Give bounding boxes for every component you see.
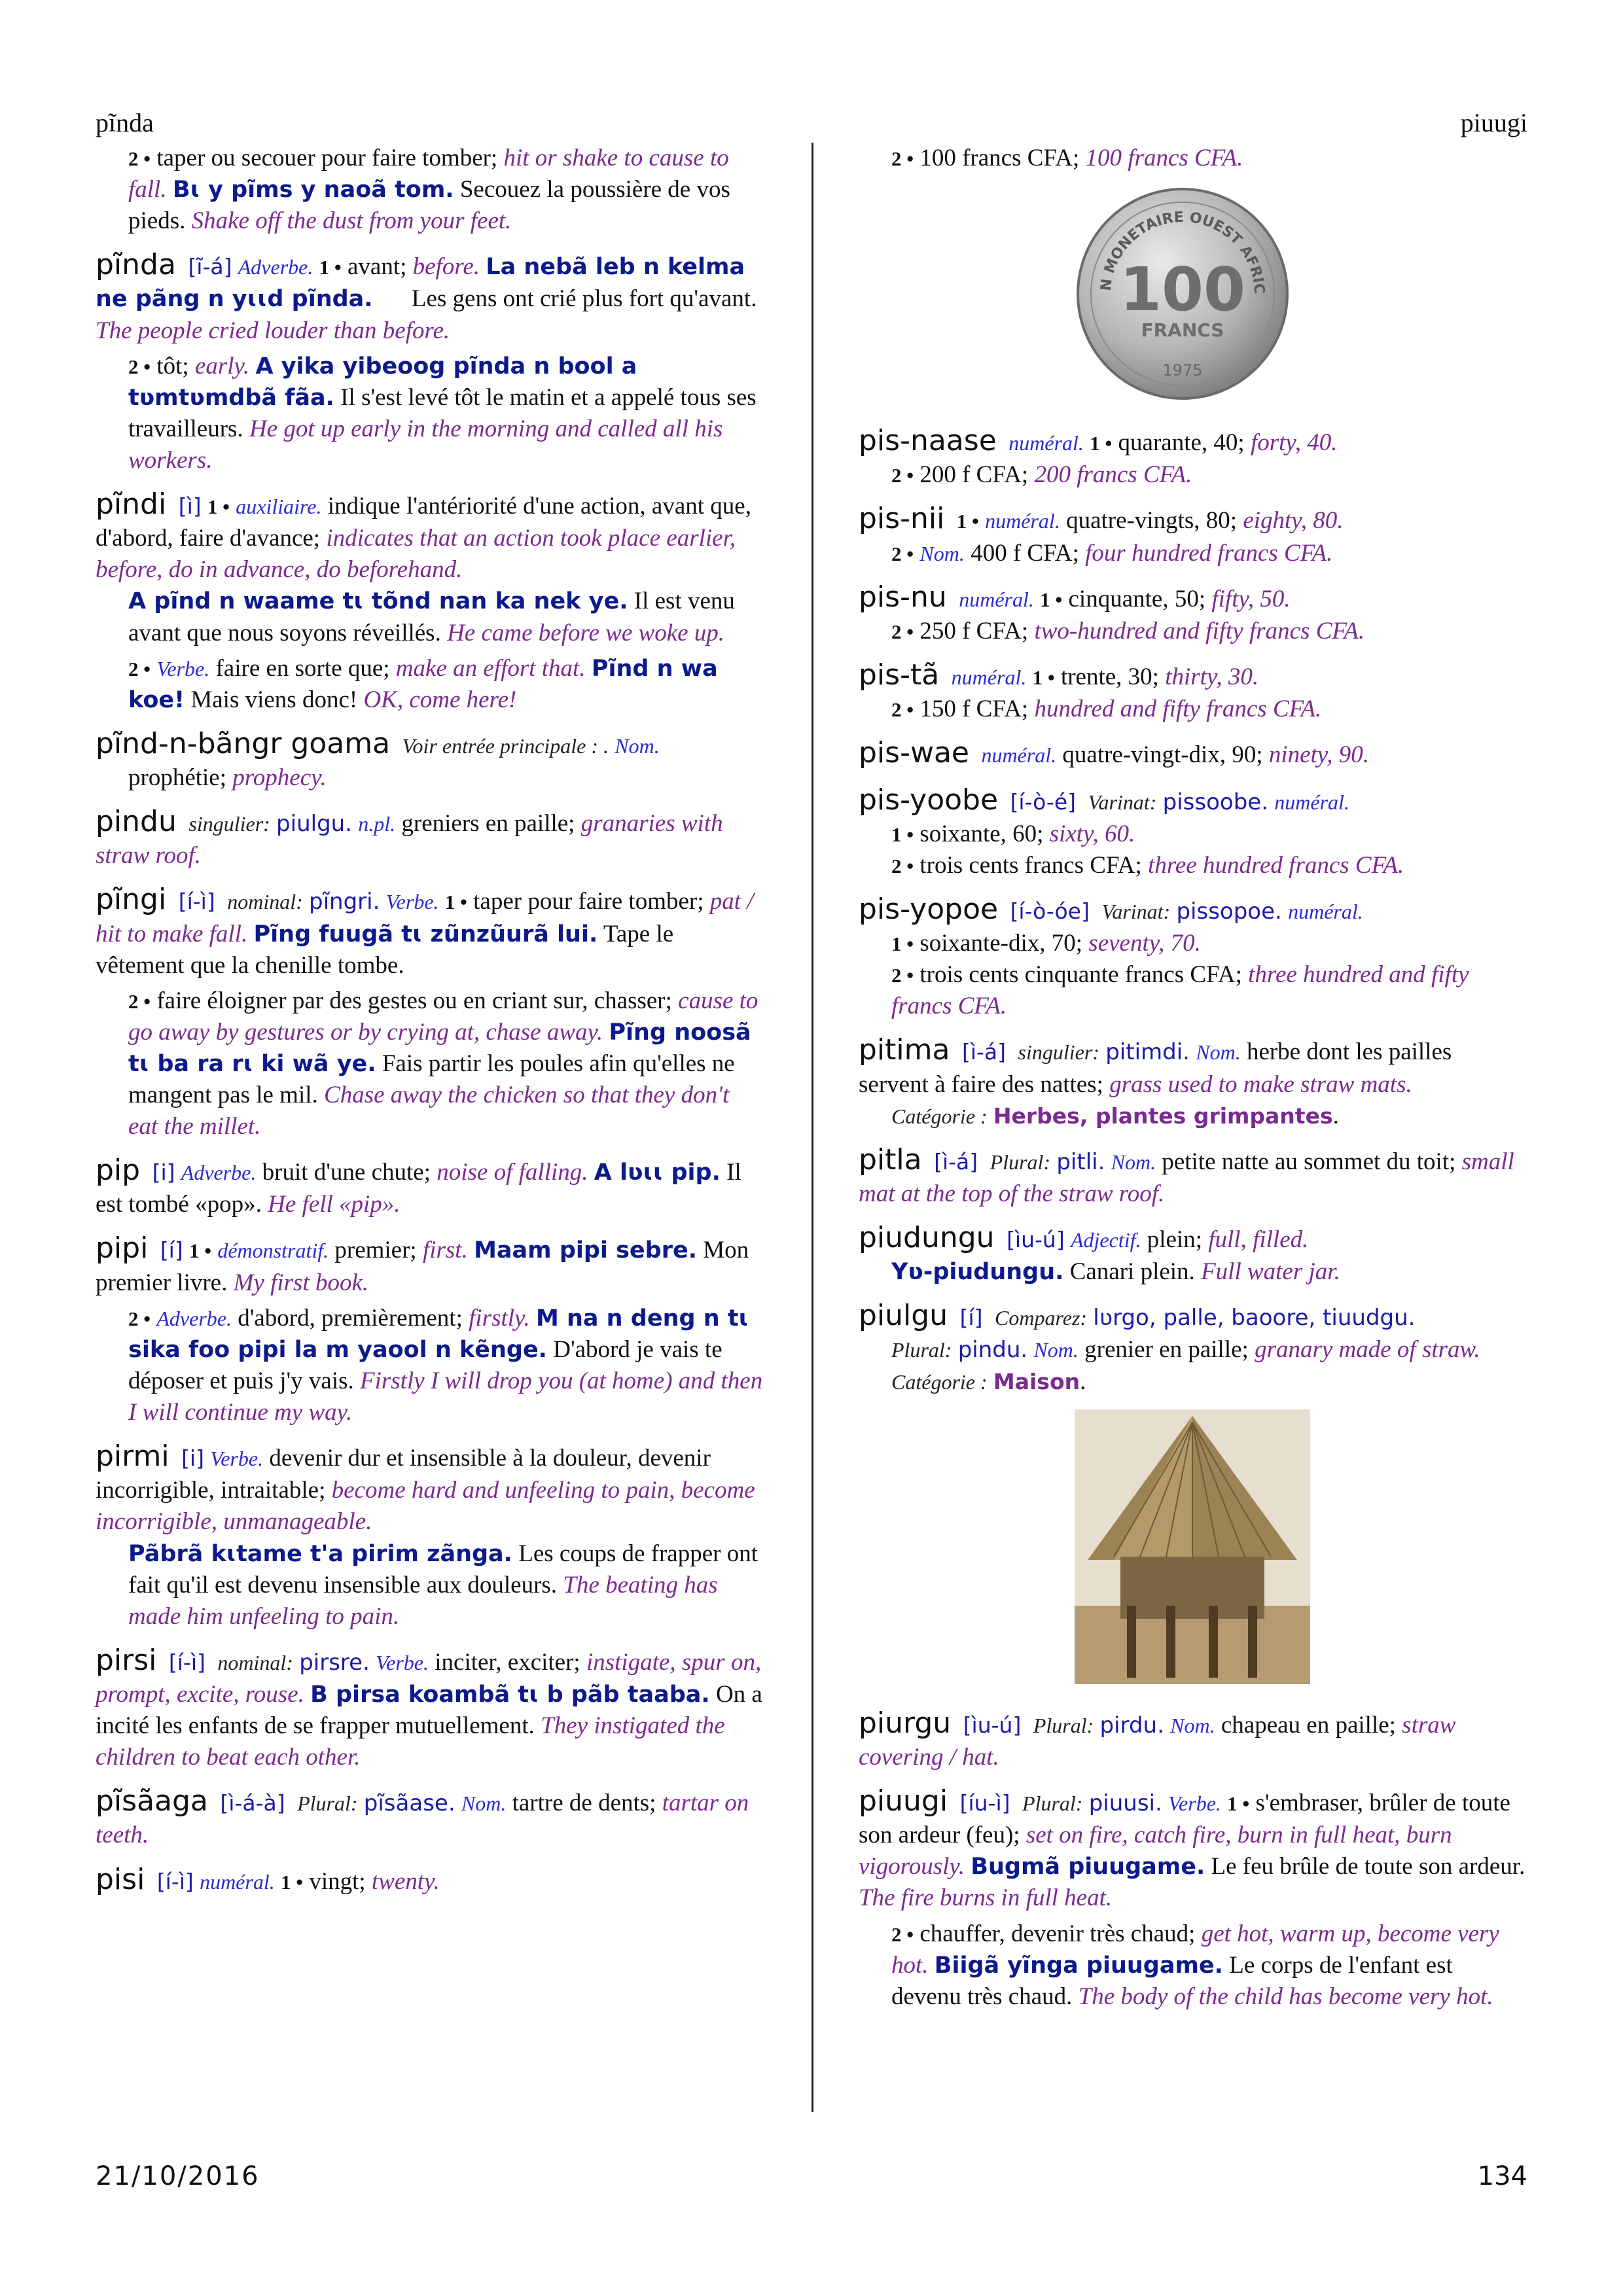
headword: pis-nii xyxy=(859,502,945,536)
definition: 200 f CFA; xyxy=(919,461,1029,489)
phonetic: [ìu-ú] xyxy=(1007,1227,1065,1252)
definition: soixante-dix, 70; xyxy=(919,930,1083,957)
definition: cinquante, 50; xyxy=(1068,585,1206,612)
example: Pĩng fuugã tɩ zũnzũurã lui. xyxy=(253,921,598,947)
gloss: three hundred and fifty francs CFA. xyxy=(891,961,1469,1020)
granary-image xyxy=(859,1409,1526,1693)
phonetic: [í-ì] xyxy=(168,1649,205,1675)
footer-date: 21/10/2016 xyxy=(96,2161,260,2191)
cross-reference-label: Voir entrée principale : . xyxy=(402,733,609,758)
part-of-speech: Nom. xyxy=(1111,1150,1156,1174)
part-of-speech: auxiliaire. xyxy=(236,495,322,519)
example-translation-fr: Le corps de l'enfant est devenu très chaud. xyxy=(891,1951,1453,2010)
gloss: prophecy. xyxy=(232,764,327,791)
example-translation-en: Full water jar. xyxy=(1201,1258,1340,1286)
left-column xyxy=(96,143,763,1907)
example: A pĩnd n waame tɩ tõnd nan ka nek ye. xyxy=(128,588,628,615)
definition: vingt; xyxy=(309,1867,366,1895)
example-translation-fr: Fais partir les poules afin qu'elles ne mangent pas le mil. xyxy=(128,1050,735,1108)
part-of-speech: n.pl. xyxy=(358,812,396,836)
example-translation-fr: Le feu brûle de toute son ardeur. xyxy=(1211,1853,1525,1881)
entry-pis-naase xyxy=(859,422,1526,491)
category-end: . xyxy=(1080,1368,1086,1395)
headword: pitla xyxy=(859,1142,922,1176)
sense-number: 2 • xyxy=(891,1922,914,1946)
part-of-speech: numéral. xyxy=(1288,899,1363,923)
phonetic: [ì] xyxy=(178,493,202,520)
phonetic: [í-ò-óe] xyxy=(1010,898,1090,924)
phonetic: [í-ì] xyxy=(178,889,215,915)
example-translation-en: The fire burns in full heat. xyxy=(859,1884,1113,1912)
headword: pĩngi xyxy=(96,883,167,917)
gloss: tartar on teeth. xyxy=(96,1790,749,1849)
entry-pis-nii xyxy=(859,500,1526,569)
headword: pis-nu xyxy=(859,580,947,614)
field-label: Varinat: xyxy=(1088,790,1157,814)
definition: trois cents francs CFA; xyxy=(919,851,1142,879)
headword: pip xyxy=(96,1154,141,1188)
sense-2 xyxy=(96,1303,763,1428)
example: A lʋɩɩ pip. xyxy=(594,1159,721,1186)
part-of-speech: Adverbe. xyxy=(238,255,313,279)
example-translation-fr: On a incité les enfants de se frapper mutuellement. xyxy=(96,1680,762,1740)
part-of-speech: Verbe. xyxy=(156,656,210,680)
example-translation-en: Chase away the chicken so that they don't eat the millet. xyxy=(128,1082,730,1140)
part-of-speech: Adverbe. xyxy=(156,1306,232,1330)
entry-pisaaga xyxy=(96,1782,763,1851)
example-translation-fr: D'abord je vais te déposer et puis j'y vais. xyxy=(128,1335,722,1394)
gloss: eighty, 80. xyxy=(1243,507,1344,535)
gloss: full, filled. xyxy=(1208,1226,1309,1253)
definition: soixante, 60; xyxy=(919,820,1044,847)
definition: faire en sorte que; xyxy=(215,654,390,682)
definition: petite natte au sommet du toit; xyxy=(1162,1148,1456,1175)
phonetic: [í-ì] xyxy=(156,1868,194,1894)
entry-continuation xyxy=(859,143,1526,174)
gloss: ninety, 90. xyxy=(1268,741,1369,769)
part-of-speech: Nom. xyxy=(461,1792,507,1816)
sense-2 xyxy=(96,653,763,716)
example: Pĩnd n wa koe! xyxy=(128,655,718,713)
headword: pipi xyxy=(96,1231,149,1265)
entry-piurgu xyxy=(859,1704,1526,1773)
headword: pĩnd-n-bãngr goama xyxy=(96,726,391,760)
gloss: first. xyxy=(422,1237,468,1264)
sense-number: 1 • xyxy=(1032,666,1055,690)
part-of-speech: Adverbe. xyxy=(181,1161,257,1185)
headword: pindu xyxy=(96,805,177,839)
sense-number: 1 • xyxy=(891,822,914,846)
field-label: Plural: xyxy=(990,1150,1051,1174)
entry-continuation xyxy=(96,143,763,237)
definition: greniers en paille; xyxy=(401,810,575,838)
headword: piurgu xyxy=(859,1706,952,1740)
definition: prophétie; xyxy=(128,764,227,791)
gloss: granary made of straw. xyxy=(1255,1336,1480,1364)
definition: chauffer, devenir très chaud; xyxy=(919,1920,1196,1947)
entry-pinda xyxy=(96,246,763,476)
phonetic: [í] xyxy=(160,1237,183,1263)
example-translation-en: The beating has made him unfeeling to pain. xyxy=(128,1571,718,1630)
definition: 250 f CFA; xyxy=(919,617,1029,645)
phonetic: [ì-á-à] xyxy=(220,1790,285,1816)
sense-number: 1 • xyxy=(1227,1792,1250,1816)
gloss: four hundred francs CFA. xyxy=(1085,539,1333,567)
part-of-speech: numéral. xyxy=(985,509,1060,533)
entry-pis-nu xyxy=(859,578,1526,647)
definition: plein; xyxy=(1147,1226,1202,1253)
headword: piuugi xyxy=(859,1784,948,1818)
part-of-speech: démonstratif. xyxy=(217,1239,329,1263)
example-translation-fr: Il s'est levé tôt le matin et a appelé tous ses travailleurs. xyxy=(128,383,757,442)
entry-pisi xyxy=(96,1861,763,1898)
sense-2 xyxy=(96,985,763,1142)
entry-pind-n-bangr-goama xyxy=(96,725,763,794)
right-column xyxy=(859,143,1526,2022)
example-translation-en: They instigated the children to beat each other. xyxy=(96,1712,725,1771)
sense-number: 2 • xyxy=(891,147,914,170)
example-translation-fr: Il est venu avant que nous soyons réveillés. xyxy=(128,588,735,646)
example-translation-fr: Les gens ont crié plus fort qu'avant. xyxy=(411,285,757,313)
part-of-speech: numéral. xyxy=(951,665,1027,690)
gloss: noise of falling. xyxy=(437,1159,588,1186)
gloss: two-hundred and fifty francs CFA. xyxy=(1034,617,1365,645)
example-translation-fr: Mon premier livre. xyxy=(96,1237,749,1296)
field-label: Plural: xyxy=(891,1338,952,1362)
gloss: early. xyxy=(194,352,250,380)
field-label: singulier: xyxy=(1018,1040,1099,1065)
phonetic: [ì-á] xyxy=(961,1039,1007,1065)
example: Bugmã piuugame. xyxy=(971,1854,1205,1881)
entry-pindi xyxy=(96,486,763,716)
phonetic: [ĩ-á] xyxy=(188,254,232,280)
gloss: 200 francs CFA. xyxy=(1034,461,1192,489)
example-translation-en: The body of the child has become very hot. xyxy=(1078,1983,1493,2010)
example: Yʋ-piudungu. xyxy=(891,1259,1064,1286)
related-form: piulgu. xyxy=(276,811,353,838)
column-divider xyxy=(812,143,813,2112)
entry-piuugi xyxy=(859,1782,1526,2013)
entry-piulgu xyxy=(859,1297,1526,1397)
straw-granary-picture xyxy=(1075,1409,1310,1684)
part-of-speech: Verbe. xyxy=(376,1650,429,1674)
definition: premier; xyxy=(334,1237,417,1264)
headword: pitima xyxy=(859,1033,950,1067)
definition: tôt; xyxy=(156,352,189,380)
compare-forms: lʋrgo, palle, baoore, tiuudgu. xyxy=(1093,1305,1416,1332)
related-form: pirdu. xyxy=(1099,1712,1164,1739)
part-of-speech: numéral. xyxy=(981,743,1057,768)
entry-pitima xyxy=(859,1031,1526,1131)
gloss: thirty, 30. xyxy=(1165,663,1259,691)
headword: pĩndi xyxy=(96,487,167,521)
gloss: hit or shake to cause to fall. xyxy=(128,145,729,203)
related-form: piuusi. xyxy=(1088,1790,1162,1817)
entry-pirmi xyxy=(96,1438,763,1633)
gloss: get hot, warm up, become very hot. xyxy=(891,1920,1499,1979)
gloss: grass used to make straw mats. xyxy=(1109,1070,1412,1098)
gloss: straw covering / hat. xyxy=(859,1711,1456,1771)
related-form: pirsre. xyxy=(299,1649,370,1676)
field-label: singulier: xyxy=(188,812,270,836)
sense-number: 2 • xyxy=(891,542,914,565)
part-of-speech: numéral. xyxy=(959,587,1034,611)
definition: quatre-vingts, 80; xyxy=(1066,507,1238,535)
field-label: Plural: xyxy=(1033,1713,1094,1737)
field-label: Plural: xyxy=(297,1792,358,1816)
definition: 100 francs CFA; xyxy=(919,145,1080,171)
part-of-speech: Nom. xyxy=(1196,1040,1241,1065)
sense-2 xyxy=(859,1918,1526,2013)
entry-pis-wae xyxy=(859,734,1526,771)
headword: pĩsãaga xyxy=(96,1784,208,1818)
example: B pirsa koambã tɩ b pãb taaba. xyxy=(310,1681,710,1708)
sense-number: 1 • xyxy=(1040,588,1063,611)
sense-number: 2 • xyxy=(891,964,914,987)
definition: tartre de dents; xyxy=(512,1790,656,1817)
gloss: forty, 40. xyxy=(1250,429,1338,457)
headword: pirsi xyxy=(96,1643,157,1677)
example: Bɩ y pĩms y naoã tom. xyxy=(172,177,454,203)
entry-pis-ta xyxy=(859,656,1526,725)
entry-pingi xyxy=(96,881,763,1142)
entry-pindu xyxy=(96,803,763,872)
variant-form: pissoobe. xyxy=(1162,788,1269,815)
sense-number: 2 • xyxy=(891,854,914,877)
example-translation-fr: Tape le vêtement que la chenille tombe. xyxy=(96,920,674,979)
example-translation-fr: Mais viens donc! xyxy=(190,686,358,713)
part-of-speech: Nom. xyxy=(1170,1713,1215,1737)
gloss: fifty, 50. xyxy=(1211,585,1291,612)
definition: s'embraser, brûler de toute son ardeur (feu); xyxy=(859,1790,1510,1849)
entry-pis-yopoe xyxy=(859,891,1526,1022)
sense-number: 1 • xyxy=(207,495,230,519)
coin-value: 100 xyxy=(1119,255,1246,325)
field-label: Varinat: xyxy=(1101,899,1171,923)
gloss: set on fire, catch fire, burn in full heat, burn vigorously. xyxy=(859,1822,1452,1881)
gloss: three hundred francs CFA. xyxy=(1148,851,1404,879)
example-translation-en: My first book. xyxy=(233,1269,369,1296)
headword: pĩnda xyxy=(96,248,176,282)
category: Maison xyxy=(993,1368,1080,1394)
sense-number: 2 • xyxy=(128,1307,151,1330)
phonetic: [íu-ì] xyxy=(959,1790,1010,1816)
example-translation-fr: Les coups de frapper ont fait qu'il est devenu insensible aux douleurs. xyxy=(128,1540,758,1598)
sense-number: 1 • xyxy=(188,1239,212,1263)
gloss: instigate, spur on, prompt, excite, rouse. xyxy=(96,1648,762,1708)
field-label: nominal: xyxy=(227,890,303,914)
category-label: Catégorie : xyxy=(891,1104,988,1128)
field-label: Comparez: xyxy=(995,1306,1088,1330)
entry-pip xyxy=(96,1152,763,1220)
example-translation-en: He got up early in the morning and called all his workers. xyxy=(128,415,723,474)
headword: pis-tã xyxy=(859,658,940,692)
definition: 150 f CFA; xyxy=(919,696,1029,723)
definition: d'abord, premièrement; xyxy=(238,1304,463,1332)
example: M na n deng n tɩ sika foo pipi la m yaool n kẽnge. xyxy=(128,1305,749,1363)
definition: indique l'antériorité d'une action, avant que, d'abord, faire d'avance; xyxy=(96,493,751,552)
entry-pis-yoobe xyxy=(859,781,1526,881)
part-of-speech: numéral. xyxy=(1274,790,1349,814)
headword: pis-yopoe xyxy=(859,892,999,926)
example-translation-fr: Il est tombé «pop». xyxy=(96,1159,741,1218)
related-form: pĩngri. xyxy=(309,889,380,915)
example-translation-en: Firstly I will drop you (at home) and then I will continue my way. xyxy=(128,1367,763,1426)
headword: pis-wae xyxy=(859,736,969,770)
part-of-speech: Verbe. xyxy=(210,1447,264,1471)
part-of-speech: numéral. xyxy=(1008,431,1084,455)
definition: inciter, exciter; xyxy=(435,1648,580,1676)
related-form: pindu. xyxy=(957,1337,1028,1364)
sense-number: 2 • xyxy=(128,355,151,378)
definition: quarante, 40; xyxy=(1118,429,1245,457)
definition: 400 f CFA; xyxy=(971,539,1079,567)
sense-number: 2 • xyxy=(128,657,151,680)
part-of-speech: Nom. xyxy=(615,733,660,758)
definition: quatre-vingt-dix, 90; xyxy=(1062,741,1263,769)
related-form: pĩsãase. xyxy=(363,1790,455,1817)
headword: pis-naase xyxy=(859,424,997,458)
gloss: twenty. xyxy=(371,1867,440,1895)
entry-piudungu xyxy=(859,1219,1526,1288)
part-of-speech: Nom. xyxy=(919,541,965,565)
example: La nebã leb n kelma ne pãng n yɩɩd pĩnda. xyxy=(96,254,745,313)
coin-unit: FRANCS xyxy=(1141,319,1224,342)
sense-number: 1 • xyxy=(956,510,979,533)
sense-number: 2 • xyxy=(891,620,914,643)
example-translation-fr: Canari plein. xyxy=(1069,1258,1195,1286)
sense-number: 2 • xyxy=(128,989,151,1013)
phonetic: [í] xyxy=(959,1305,983,1331)
gloss: make an effort that. xyxy=(395,654,586,682)
definition: avant; xyxy=(347,253,407,281)
sense-number: 1 • xyxy=(891,932,914,956)
gloss: seventy, 70. xyxy=(1088,930,1201,957)
example-translation-fr: Secouez la poussière de vos pieds. xyxy=(128,176,730,235)
gloss: 100 francs CFA. xyxy=(1085,145,1243,171)
definition: grenier en paille; xyxy=(1084,1336,1249,1364)
example-translation-en: He came before we woke up. xyxy=(447,619,725,646)
sense-number: 2 • xyxy=(891,698,914,722)
category: Herbes, plantes grimpantes xyxy=(993,1103,1333,1129)
definition: trois cents cinquante francs CFA; xyxy=(919,961,1242,989)
coin-100-francs-picture xyxy=(1075,186,1291,402)
example: Maam pipi sebre. xyxy=(474,1237,698,1264)
part-of-speech: Adjectif. xyxy=(1070,1228,1141,1252)
part-of-speech: Nom. xyxy=(1033,1338,1079,1362)
example-translation-en: OK, come here! xyxy=(363,686,517,713)
entry-pitla xyxy=(859,1141,1526,1210)
part-of-speech: Verbe. xyxy=(1168,1792,1221,1816)
coin-rim-text: N MONETAIRE OUEST AFRIC xyxy=(1097,209,1268,295)
page-number: 134 xyxy=(1477,2161,1527,2191)
gloss: cause to go away by gestures or by crying at, chase away. xyxy=(128,987,758,1046)
phonetic: [i] xyxy=(152,1159,175,1186)
sense-number: 2 • xyxy=(891,464,914,487)
definition: taper ou secouer pour faire tomber; xyxy=(156,145,498,171)
headword: pirmi xyxy=(96,1439,169,1474)
gloss: small mat at the top of the straw roof. xyxy=(859,1148,1514,1207)
variant-form: pissopoe. xyxy=(1176,898,1282,925)
gloss: granaries with straw roof. xyxy=(96,810,723,870)
gloss: hundred and fifty francs CFA. xyxy=(1034,696,1322,723)
sense-2 xyxy=(96,351,763,476)
example-translation-en: He fell «pip». xyxy=(268,1191,401,1218)
definition: herbe dont les pailles servent à faire des nattes; xyxy=(859,1038,1452,1098)
headword: pisi xyxy=(96,1862,145,1896)
part-of-speech: numéral. xyxy=(200,1869,275,1894)
headword: pis-yoobe xyxy=(859,783,999,817)
field-label: nominal: xyxy=(217,1650,293,1674)
definition: trente, 30; xyxy=(1060,663,1159,691)
example: Pãbrã kɩtame t'a pirim zãnga. xyxy=(128,1540,512,1567)
example-translation-en: The people cried louder than before. xyxy=(96,317,450,344)
category-end: . xyxy=(1332,1102,1339,1129)
phonetic: [i] xyxy=(181,1445,204,1472)
part-of-speech: Verbe. xyxy=(385,890,439,914)
headword: piulgu xyxy=(859,1299,948,1333)
gloss: sixty, 60. xyxy=(1049,820,1135,847)
related-form: pitimdi. xyxy=(1105,1039,1190,1066)
definition: devenir dur et insensible à la douleur, devenir incorrigible, intraitable; xyxy=(96,1445,711,1504)
example: Pĩng noosã tɩ ba ra rɩ ki wã ye. xyxy=(128,1019,751,1077)
coin-year: 1975 xyxy=(1162,361,1203,380)
sense-number: 1 • xyxy=(444,891,467,914)
phonetic: [í-ò-é] xyxy=(1010,788,1077,815)
example-translation-en: Shake off the dust from your feet. xyxy=(191,207,512,235)
sense-number: 1 • xyxy=(1090,432,1113,455)
running-header-left: pĩnda xyxy=(96,108,154,137)
entry-pipi xyxy=(96,1229,763,1428)
gloss: indicates that an action took place earlier, before, do in advance, do beforehand. xyxy=(96,525,736,584)
definition: bruit d'une chute; xyxy=(262,1159,431,1186)
example: A yika yibeoog pĩnda n bool a tʋmtʋmdbã fãa. xyxy=(128,353,637,411)
related-form: pitli. xyxy=(1056,1148,1105,1175)
sense-number: 1 • xyxy=(319,256,342,279)
gloss: become hard and unfeeling to pain, become incorrigible, unmanageable. xyxy=(96,1477,755,1536)
running-header-right: piuugi xyxy=(1460,108,1527,137)
definition: chapeau en paille; xyxy=(1221,1711,1396,1739)
category-label: Catégorie : xyxy=(891,1369,988,1394)
definition: faire éloigner par des gestes ou en criant sur, chasser; xyxy=(156,987,672,1014)
sense-number: 1 • xyxy=(280,1870,304,1894)
gloss: firstly. xyxy=(469,1304,530,1332)
entry-pirsi xyxy=(96,1642,763,1773)
gloss: pat / hit to make fall. xyxy=(96,888,754,947)
coin-image xyxy=(859,186,1526,410)
sense-number: 2 • xyxy=(128,147,151,170)
headword: piudungu xyxy=(859,1221,995,1254)
example: Biigã yĩnga piuugame. xyxy=(934,1952,1223,1979)
field-label: Plural: xyxy=(1022,1792,1083,1816)
phonetic: [ì-á] xyxy=(934,1148,978,1174)
gloss: before. xyxy=(412,253,480,281)
phonetic: [ìu-ú] xyxy=(963,1712,1022,1738)
definition: taper pour faire tomber; xyxy=(473,888,704,915)
